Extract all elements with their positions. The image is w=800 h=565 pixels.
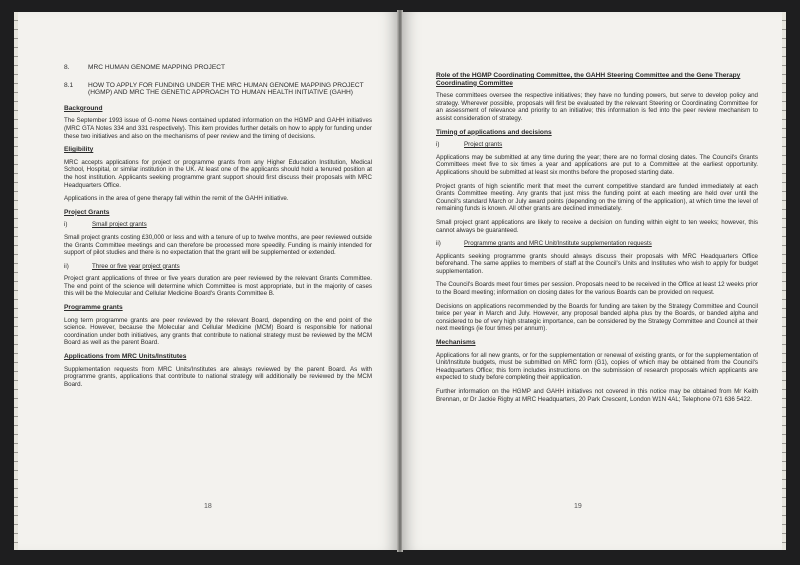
small-grants-number: i) [64,221,68,229]
units-text: Supplementation requests from MRC Units/Institutes are always reviewed by the parent Board. As with programme grants, applications that contribute to national strategy will additionally be reviewed by the MCM Board. [64,365,372,388]
page-number-left: 18 [204,503,212,510]
small-grants-heading [64,221,372,229]
timing-heading: Timing of applications and decisions [436,128,552,136]
programme-text-3: Decisions on applications recommended by the Boards for funding are taken by the Strategy Committee and Council twice per year in March and July. However, any proposal banded alpha plus by the Boards, or banded alpha and considered to be of very high strategic importance, can be considered by the Strategy Committee and Council at their next meetings (ie four times per annum). [436,302,758,333]
subsection-heading [64,82,372,97]
units-heading: Applications from MRC Units/Institutes [64,353,187,361]
eligibility-text: MRC accepts applications for project or programme grants from any Higher Education Institution, Medical School, Hospital, or similar institution in the UK. At least one of the applicants should hold a tenured position at the host institution. Applicants seeking programme grant support should first discuss their proposals with MRC Headquarters Office. [64,158,372,189]
left-page [18,12,398,550]
programme-grants-heading: Programme grants [64,304,123,312]
mechanisms-text-2: Further information on the HGMP and GAHH initiatives not covered in this notice may be obtained from Mr Keith Brennan, or Dr Jackie Rigby at MRC Headquarters, 20 Park Crescent, London W1N 4AL; Telephone 071 636 5422. [436,388,758,403]
project-grants-text-2: Project grants of high scientific merit that meet the current competitive standard are funded immediately at each Grants Committee meeting. Any grants that just miss the funding point at each meeting are held over until the Council's standard March or July award points (depending on the timing of the application), at which time the level of remaining funds is known. All other grants are declined immediately. [436,182,758,213]
right-page [402,12,782,550]
section-heading [64,64,372,72]
project-grants-title: Project grants [464,141,503,149]
three-five-year-title: Three or five year project grants [92,262,180,270]
three-five-year-text: Project grant applications of three or five years duration are peer reviewed by the relevant Grants Committee. The end point of the science will determine which Committee is most appropriate, but in the majority of cases this will be the Molecular and Cellular Medicine Board's Grants Committee B. [64,275,372,298]
section-title: MRC HUMAN GENOME MAPPING PROJECT [88,64,226,71]
page-number-right: 19 [574,503,582,510]
mechanisms-text-1: Applications for all new grants, or for the supplementation or renewal of existing grants, or for the supplementation of Unit/Institute budgets, must be submitted on MRC form (G1), copies of which may be obtained from the Council's Headquarters Office; this form includes instructions on the submission of research proposals which applicants are expected to study before completing their application. [436,351,758,382]
project-grants-text-3: Small project grant applications are likely to receive a decision on funding within eight to ten weeks; however, this cannot always be guaranteed. [436,218,758,234]
eligibility-heading: Eligibility [64,146,94,154]
subsection-title: HOW TO APPLY FOR FUNDING UNDER THE MRC HUMAN GENOME MAPPING PROJECT (HGMP) AND MRC THE GENETIC APPROACH TO HUMAN HEALTH INITIATIVE (GAHH) [88,81,364,97]
mechanisms-heading: Mechanisms [436,339,476,347]
role-heading: Role of the HGMP Coordinating Committee, the GAHH Steering Committee and the Gene Therapy Coordinating Committee [436,72,741,87]
programme-text-2: The Council's Boards meet four times per session. Proposals need to be received in the Office at least 12 weeks prior to the Board meeting; information on closing dates for the various Boards can be provided on request. [436,281,758,297]
background-text: The September 1993 issue of G-nome News contained updated information on the HGMP and GAHH initiatives (MRC GTA Notes 334 and 331 respectively). This item provides further details on how to apply for funding under these two initiatives and also on the mechanisms of peer review and the timing of decisions. [64,117,372,140]
programme-text-1: Applicants seeking programme grants should always discuss their proposals with MRC Headquarters Office beforehand. The same applies to members of staff at the Council's Units and Institutes who wish to apply for budget supplementation. [436,252,758,275]
project-grants-subheading [436,141,758,149]
right-page-content [436,72,758,409]
small-grants-title: Small project grants [92,221,147,229]
project-grants-number: i) [436,141,440,149]
three-five-year-heading [64,263,372,271]
section-number: 8. [64,64,70,71]
three-five-year-number: ii) [64,262,69,270]
subsection-number: 8.1 [64,81,74,89]
project-grants-heading: Project Grants [64,208,110,216]
programme-grants-text: Long term programme grants are peer reviewed by the relevant Board, depending on the end point of the science. However, because the Molecular and Cellular Medicine (MCM) Board is responsible for national coordination under both initiatives, any grants that contribute to national strategy must be reviewed by the MCM Board as well as the parent Board. [64,316,372,347]
left-page-content [64,64,372,394]
project-grants-text-1: Applications may be submitted at any time during the year; there are no formal closing dates. The Council's Grants Committees meet five to six times a year and applications are put to a Committee at the earliest opportunity. Applications should be submitted at least six months before the proposed starting date. [436,153,758,176]
programme-title: Programme grants and MRC Unit/Institute supplementation requests [464,240,652,248]
background-heading: Background [64,104,103,112]
role-text: These committees oversee the respective initiatives; they have no funding powers, but serve to develop policy and strategy. Wherever possible, proposals will first be evaluated by the relevant Steering or Coordinating Committee for an assessment of relevance and priority to an initiative; this information is fed into the peer review mechanism to assist consideration of strategy. [436,92,758,122]
ruler-strip-right [782,12,786,550]
small-grants-text: Small project grants costing £30,000 or less and with a tenure of up to twelve months, are peer reviewed outside the Grants Committee meetings and can therefore be processed more speedily. Funding is mainly intended for support of pilot studies and there is no expectation that the grant will be supplemented or extended. [64,233,372,257]
programme-number: ii) [436,240,441,248]
eligibility-note: Applications in the area of gene therapy fall within the remit of the GAHH initiative. [64,195,289,203]
programme-subheading [436,240,758,248]
